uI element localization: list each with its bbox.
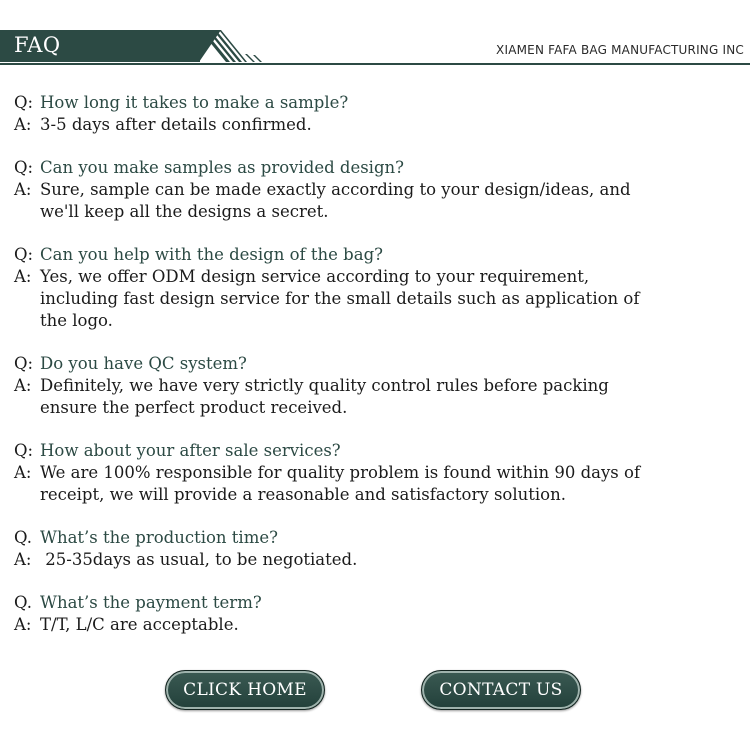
answer-prefix: A:: [14, 550, 32, 569]
faq-item: [14, 440, 734, 506]
answer-prefix: A:: [14, 615, 32, 634]
question-line: [14, 244, 734, 266]
question-line: [14, 353, 734, 375]
stripe: [213, 30, 242, 62]
question-text: Can you help with the design of the bag?: [40, 245, 383, 264]
answer-text: ensure the perfect product received.: [40, 398, 348, 417]
answer-text: Yes, we offer ODM design service according to your requirement,: [40, 267, 590, 286]
question-prefix: Q:: [14, 245, 34, 264]
answer-text: 3-5 days after details confirmed.: [40, 115, 312, 134]
question-line: [14, 440, 734, 462]
question-text: What’s the payment term?: [40, 593, 262, 612]
answer-line: [14, 179, 734, 201]
stripe: [200, 30, 230, 62]
faq-item: [14, 353, 734, 419]
faq-item: [14, 592, 734, 636]
answer-prefix: A:: [14, 376, 32, 395]
contact-us-button[interactable]: CONTACT US: [421, 670, 581, 710]
faq-item: [14, 92, 734, 136]
question-text: How about your after sale services?: [40, 441, 341, 460]
answer-prefix: A:: [14, 180, 32, 199]
answer-text: 25-35days as usual, to be negotiated.: [40, 550, 358, 569]
answer-text: Definitely, we have very strictly quality control rules before packing: [40, 376, 609, 395]
answer-line: [14, 375, 734, 397]
answer-line: [14, 397, 734, 419]
faq-item: [14, 527, 734, 571]
question-line: [14, 92, 734, 114]
question-line: [14, 592, 734, 614]
answer-line: [14, 549, 734, 571]
page-title: FAQ: [14, 33, 61, 57]
answer-line: [14, 114, 734, 136]
faq-item: [14, 244, 734, 332]
question-prefix: Q.: [14, 528, 32, 547]
answer-line: [14, 310, 734, 332]
answer-prefix: A:: [14, 115, 32, 134]
answer-line: [14, 201, 734, 223]
question-line: [14, 527, 734, 549]
question-prefix: Q:: [14, 158, 34, 177]
faq-item: [14, 157, 734, 223]
answer-prefix: A:: [14, 267, 32, 286]
question-text: How long it takes to make a sample?: [40, 93, 349, 112]
answer-text: we'll keep all the designs a secret.: [40, 202, 329, 221]
stripe: [207, 30, 236, 62]
question-prefix: Q:: [14, 93, 34, 112]
button-bar: [0, 670, 750, 710]
answer-text: the logo.: [40, 311, 113, 330]
question-text: Do you have QC system?: [40, 354, 247, 373]
answer-line: [14, 266, 734, 288]
answer-line: [14, 614, 734, 636]
answer-text: including fast design service for the small details such as application of: [40, 289, 640, 308]
page-header: [0, 0, 750, 68]
decorative-stripes-icon: [200, 28, 270, 64]
answer-text: T/T, L/C are acceptable.: [40, 615, 239, 634]
click-home-button[interactable]: CLICK HOME: [165, 670, 325, 710]
answer-line: [14, 288, 734, 310]
question-prefix: Q:: [14, 354, 34, 373]
question-text: Can you make samples as provided design?: [40, 158, 404, 177]
answer-line: [14, 484, 734, 506]
company-name: XIAMEN FAFA BAG MANUFACTURING INC: [496, 43, 744, 57]
answer-prefix: A:: [14, 463, 32, 482]
question-prefix: Q:: [14, 441, 34, 460]
question-text: What’s the production time?: [40, 528, 278, 547]
answer-text: Sure, sample can be made exactly according to your design/ideas, and: [40, 180, 631, 199]
faq-list: [14, 92, 734, 657]
stripe: [253, 55, 262, 62]
question-prefix: Q.: [14, 593, 32, 612]
answer-text: We are 100% responsible for quality problem is found within 90 days of: [40, 463, 641, 482]
header-divider: [0, 63, 750, 65]
answer-text: receipt, we will provide a reasonable and satisfactory solution.: [40, 485, 566, 504]
answer-line: [14, 462, 734, 484]
question-line: [14, 157, 734, 179]
